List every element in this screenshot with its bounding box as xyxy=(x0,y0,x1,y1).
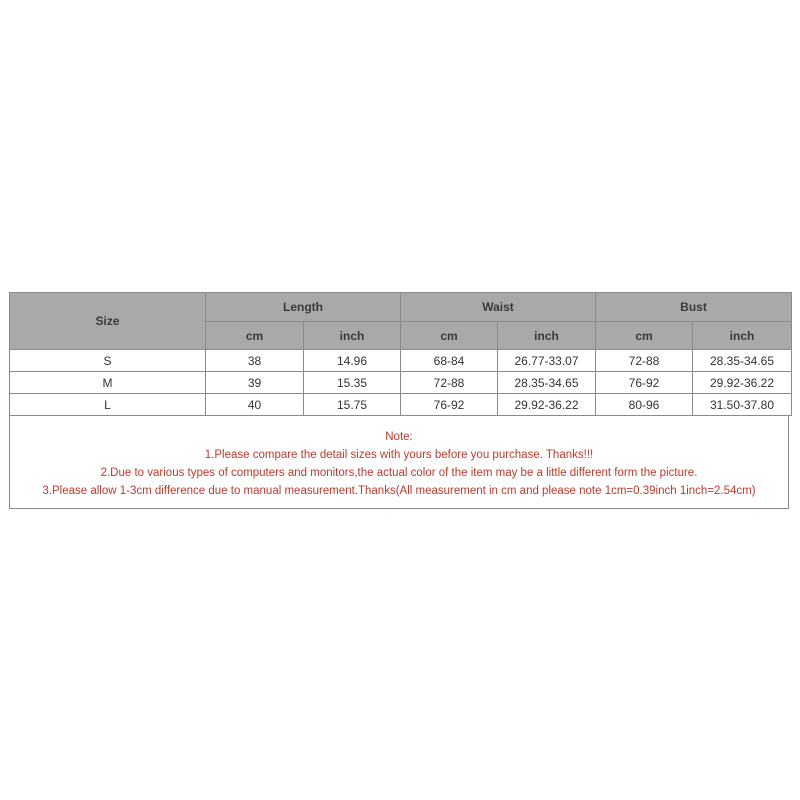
waist-header: Waist xyxy=(401,293,596,322)
table-cell: 26.77-33.07 xyxy=(498,350,596,372)
length-header: Length xyxy=(206,293,401,322)
table-cell: 68-84 xyxy=(401,350,498,372)
table-header-row xyxy=(10,293,792,322)
unit-header: inch xyxy=(693,322,792,350)
note-line: 3.Please allow 1-3cm difference due to manual measurement.Thanks(All measurement in cm and please note 1cm=0.39inch 1inch=2.54cm) xyxy=(42,485,756,497)
unit-header: cm xyxy=(401,322,498,350)
table-row xyxy=(10,372,792,394)
unit-header: inch xyxy=(304,322,401,350)
size-cell: S xyxy=(10,350,206,372)
size-chart xyxy=(9,292,791,509)
table-cell: 15.35 xyxy=(304,372,401,394)
table-cell: 28.35-34.65 xyxy=(498,372,596,394)
notes-box xyxy=(9,416,789,509)
table-cell: 28.35-34.65 xyxy=(693,350,792,372)
table-cell: 72-88 xyxy=(596,350,693,372)
unit-header: cm xyxy=(596,322,693,350)
note-line: 1.Please compare the detail sizes with yours before you purchase. Thanks!!! xyxy=(204,449,594,461)
unit-header: cm xyxy=(206,322,304,350)
table-cell: 72-88 xyxy=(401,372,498,394)
size-cell: M xyxy=(10,372,206,394)
table-cell: 39 xyxy=(206,372,304,394)
table-cell: 31.50-37.80 xyxy=(693,394,792,416)
table-cell: 38 xyxy=(206,350,304,372)
note-line: 2.Due to various types of computers and monitors,the actual color of the item may be a little different form the picture. xyxy=(100,467,698,479)
bust-header: Bust xyxy=(596,293,792,322)
table-cell: 80-96 xyxy=(596,394,693,416)
size-cell: L xyxy=(10,394,206,416)
size-table xyxy=(9,292,792,416)
table-cell: 40 xyxy=(206,394,304,416)
table-row xyxy=(10,394,792,416)
table-cell: 29.92-36.22 xyxy=(693,372,792,394)
note-title: Note: xyxy=(385,431,413,443)
table-cell: 14.96 xyxy=(304,350,401,372)
table-cell: 29.92-36.22 xyxy=(498,394,596,416)
table-cell: 76-92 xyxy=(401,394,498,416)
table-cell: 76-92 xyxy=(596,372,693,394)
unit-header: inch xyxy=(498,322,596,350)
size-header: Size xyxy=(10,293,206,350)
table-cell: 15.75 xyxy=(304,394,401,416)
table-row xyxy=(10,350,792,372)
